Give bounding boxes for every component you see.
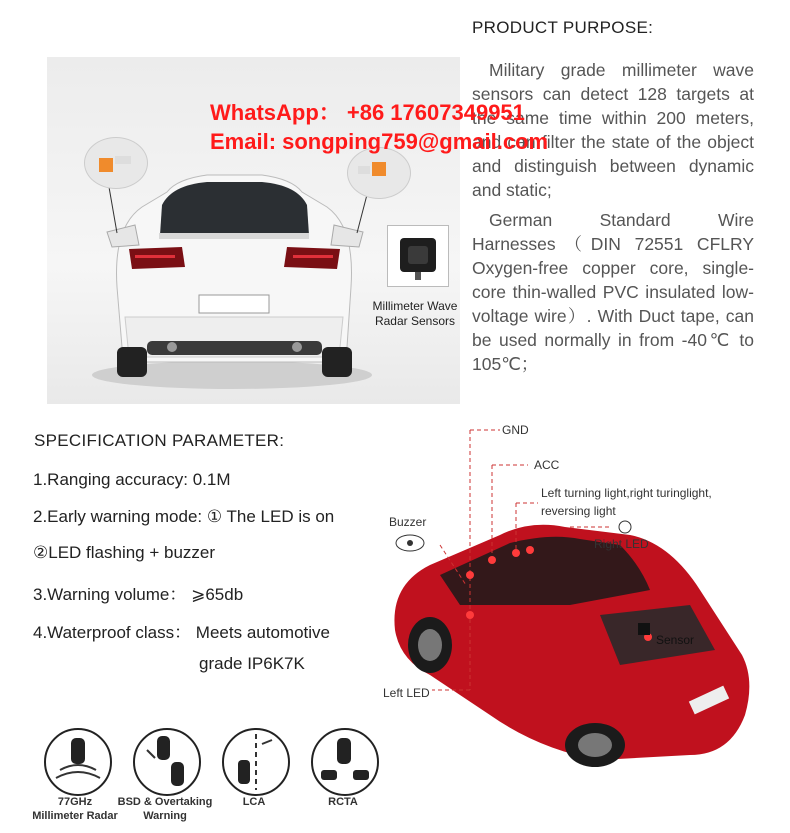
feature-label-rcta (313, 795, 373, 809)
sensor-mount-icon (85, 138, 147, 188)
rear-cross-traffic-icon (311, 728, 379, 796)
feature-label-line: BSD & Overtaking (117, 796, 213, 808)
spec-line: 2.Early warning mode: ① The LED is on (33, 507, 335, 526)
spec-line: 3.Warning volume： ⩾65db (33, 585, 244, 604)
radar-icon (44, 728, 112, 796)
acc-label: ACC (534, 458, 560, 472)
lane-change-icon-graphic (224, 730, 288, 794)
sensor-caption-line1: Millimeter Wave (372, 299, 458, 313)
product-purpose-paragraph-1: Military grade millimeter wave sensors can detect 128 targets at the same time within 200 meters, and can filter the state of the object and distinguish between dynamic and static; (472, 60, 754, 200)
radar-sensor-icon (388, 226, 448, 286)
sensor-caption (365, 299, 460, 329)
product-purpose-title: PRODUCT PURPOSE: (472, 18, 654, 37)
wiring-diagram (370, 415, 780, 775)
feature-label-line: RCTA (328, 796, 358, 808)
left-mirror-sensor-detail (84, 137, 148, 189)
radar-sensor-image (387, 225, 449, 287)
spec-line: ②LED flashing + buzzer (33, 543, 216, 562)
turning-light-label: Left turning light,right turinglight, (541, 486, 712, 500)
feature-label-lca (224, 795, 284, 809)
sensor-mount-icon (348, 148, 410, 198)
spec-line: 4.Waterproof class： Meets automotive (33, 623, 330, 642)
lane-change-icon (222, 728, 290, 796)
feature-label-line: Warning (143, 810, 187, 822)
blind-spot-icon-graphic (135, 730, 199, 794)
sensor-label: Sensor (656, 633, 695, 647)
rear-cross-traffic-icon-graphic (313, 730, 377, 794)
feature-label-line: Millimeter Radar (32, 810, 118, 822)
right-led-label: Right LED (594, 537, 649, 551)
whatsapp-watermark: WhatsApp： +86 17607349951 (210, 100, 525, 125)
feature-label-line: LCA (242, 796, 266, 808)
sensor-caption-line2: Radar Sensors (374, 314, 456, 328)
spec-line: grade IP6K7K (199, 654, 305, 673)
radar-icon-graphic (46, 730, 110, 794)
email-watermark: Email: songping759@gmail.com (210, 129, 549, 154)
left-led-label: Left LED (383, 686, 430, 700)
specification-title: SPECIFICATION PARAMETER: (34, 431, 285, 450)
feature-label-radar (20, 795, 130, 823)
gnd-label: GND (502, 423, 529, 437)
product-purpose-paragraph-2: German Standard Wire Harnesses（DIN 72551 CFLRY Oxygen-free copper core, single-core thin-walled PVC insulated low-voltage wire）. With Duct tape, can be used normally in from -40℃ to 105℃； (472, 210, 754, 374)
reversing-light-label: reversing light (541, 504, 616, 518)
feature-label-bsd (115, 795, 215, 823)
feature-label-line: 77GHz (57, 796, 93, 808)
blind-spot-icon (133, 728, 201, 796)
spec-line: 1.Ranging accuracy: 0.1M (33, 470, 231, 489)
buzzer-label: Buzzer (389, 515, 427, 529)
